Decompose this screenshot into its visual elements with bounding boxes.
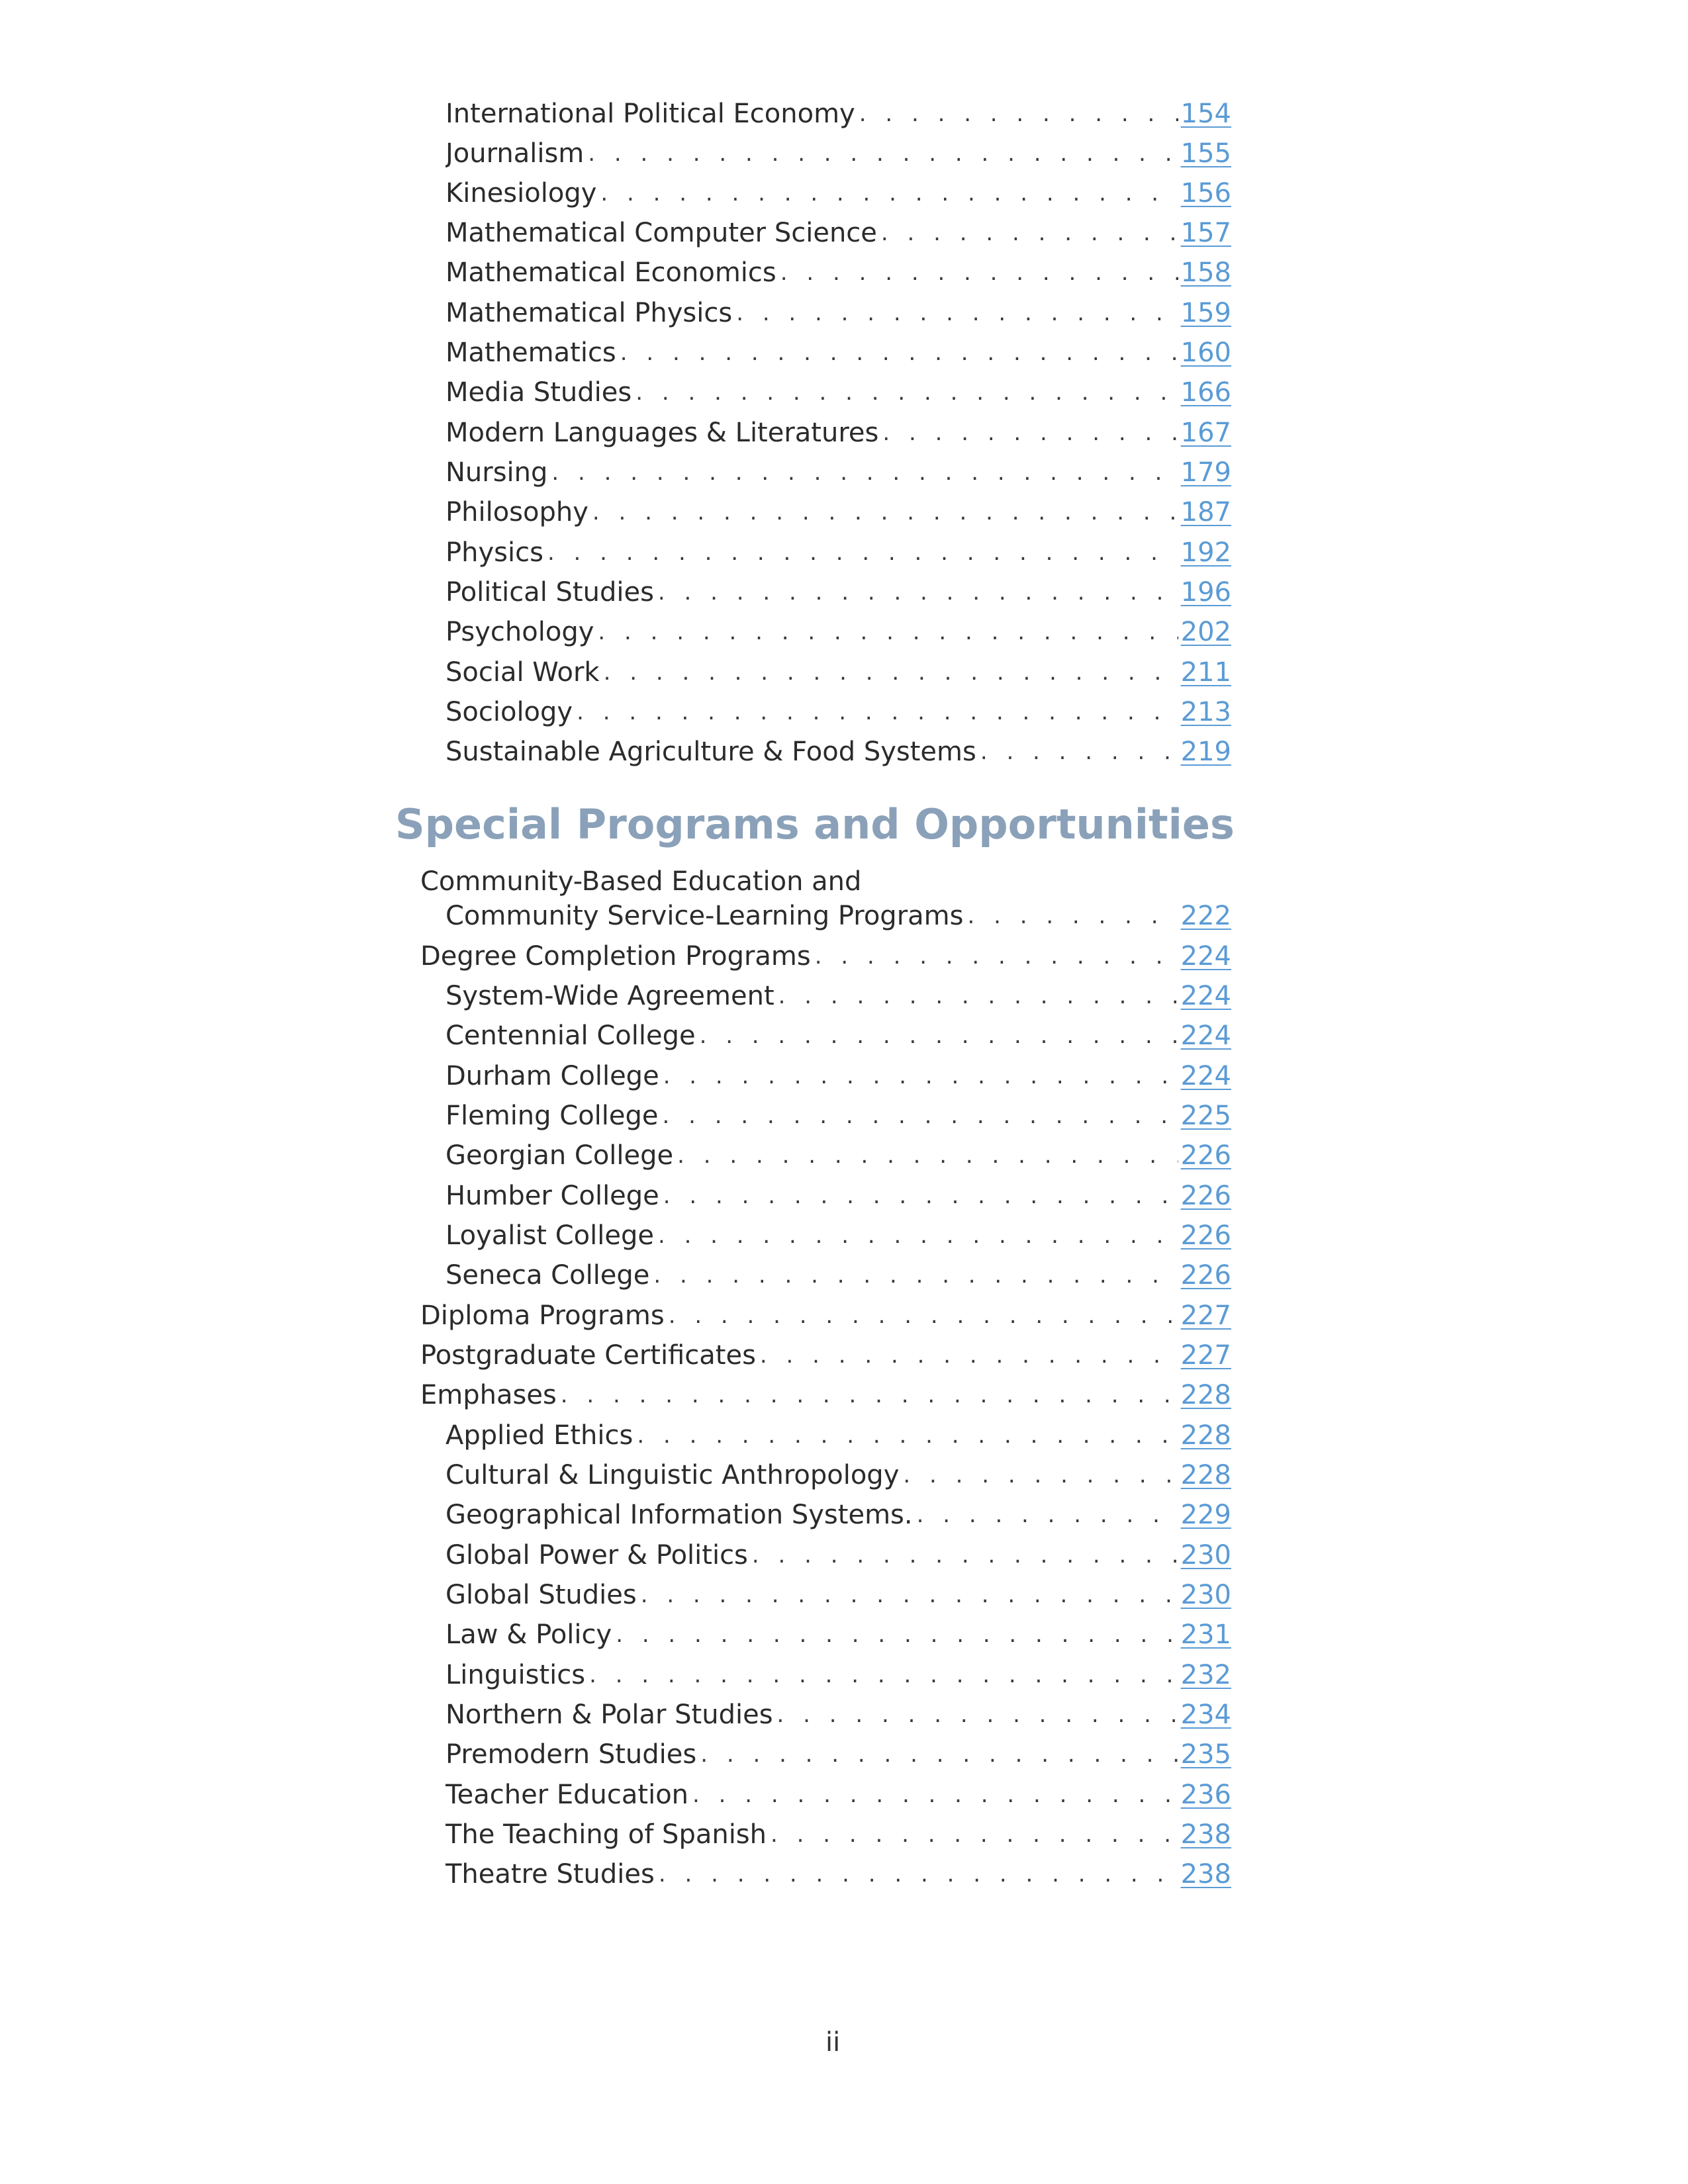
toc-entry[interactable]	[445, 1134, 1231, 1171]
toc-entry[interactable]	[445, 1694, 1231, 1731]
dot-leader	[635, 377, 1178, 408]
toc-page-link[interactable]: 157	[1180, 218, 1231, 248]
dot-leader	[588, 138, 1178, 169]
dot-leader	[600, 177, 1178, 209]
toc-entry-label: Linguistics	[445, 1660, 586, 1690]
dot-leader	[547, 537, 1178, 569]
toc-page-link[interactable]: 238	[1180, 1859, 1231, 1889]
toc-entry[interactable]	[445, 212, 1231, 249]
toc-entry[interactable]	[445, 571, 1231, 608]
toc-entry[interactable]	[445, 1454, 1231, 1491]
toc-page-link[interactable]: 226	[1180, 1260, 1231, 1291]
toc-page-link[interactable]: 228	[1180, 1460, 1231, 1490]
toc-entry-label: Philosophy	[445, 497, 588, 527]
toc-entry-label: Mathematical Economics	[445, 257, 776, 288]
toc-entry-label: Durham College	[445, 1061, 659, 1091]
dot-leader	[777, 1699, 1178, 1731]
toc-entry[interactable]	[445, 651, 1231, 688]
toc-entry-label: Postgraduate Certificates	[420, 1340, 756, 1371]
dot-leader	[882, 417, 1178, 449]
toc-page-link[interactable]: 225	[1180, 1101, 1231, 1131]
toc-entry[interactable]	[445, 975, 1231, 1012]
toc-entry[interactable]	[445, 1614, 1231, 1651]
toc-page-link[interactable]: 202	[1180, 617, 1231, 647]
toc-entry-label: Sustainable Agriculture & Food Systems	[445, 737, 976, 767]
dot-leader	[658, 1220, 1178, 1251]
toc-page-link[interactable]: 227	[1180, 1340, 1231, 1371]
toc-page-link[interactable]: 234	[1180, 1700, 1231, 1730]
toc-page-link[interactable]: 158	[1180, 257, 1231, 288]
dot-leader	[881, 217, 1178, 249]
toc-page-link[interactable]: 236	[1180, 1780, 1231, 1810]
dot-leader	[859, 98, 1178, 130]
dot-leader	[658, 576, 1178, 608]
dot-leader	[778, 980, 1178, 1012]
toc-entry-label: Geographical Information Systems.	[445, 1500, 913, 1530]
toc-entry-label: Global Power & Politics	[445, 1540, 748, 1570]
toc-page-link[interactable]: 226	[1180, 1140, 1231, 1171]
toc-entry-label: Global Studies	[445, 1580, 637, 1610]
dot-leader	[551, 457, 1178, 488]
toc-page-link[interactable]: 226	[1180, 1220, 1231, 1251]
toc-page-link[interactable]: 226	[1180, 1181, 1231, 1211]
toc-entry-label: Community Service-Learning Programs	[445, 901, 964, 931]
toc-entry[interactable]	[445, 491, 1231, 528]
dot-leader	[917, 1499, 1178, 1531]
toc-page-link[interactable]: 230	[1180, 1580, 1231, 1610]
toc-entry[interactable]	[445, 93, 1231, 130]
toc-entry-label: Social Work	[445, 657, 600, 688]
toc-entry[interactable]	[445, 1813, 1231, 1850]
toc-page-link[interactable]: 224	[1180, 981, 1231, 1011]
toc-entry[interactable]	[420, 1295, 1231, 1332]
toc-page-link[interactable]: 230	[1180, 1540, 1231, 1570]
dot-leader	[589, 1659, 1178, 1691]
toc-entry-label: Centennial College	[445, 1021, 696, 1051]
toc-page-link[interactable]: 167	[1180, 418, 1231, 448]
toc-entry[interactable]	[445, 1774, 1231, 1811]
toc-entry-label: Cultural & Linguistic Anthropology	[445, 1460, 900, 1490]
toc-page-link[interactable]: 224	[1180, 941, 1231, 972]
toc-entry[interactable]	[445, 1015, 1231, 1052]
toc-entry-label: Seneca College	[445, 1260, 650, 1291]
dot-leader	[677, 1140, 1178, 1171]
toc-entry-label: Premodern Studies	[445, 1739, 697, 1770]
section-heading: Special Programs and Opportunities	[395, 800, 1235, 848]
toc-entry[interactable]	[445, 895, 1231, 932]
toc-page-link[interactable]: 219	[1180, 737, 1231, 767]
toc-page-link[interactable]: 227	[1180, 1300, 1231, 1331]
toc-entry-label: Applied Ethics	[445, 1420, 633, 1451]
toc-entry[interactable]	[445, 1494, 1231, 1531]
toc-entry[interactable]	[420, 935, 1231, 972]
toc-page-link[interactable]: 222	[1180, 901, 1231, 931]
dot-leader	[653, 1259, 1178, 1291]
dot-leader	[659, 1858, 1178, 1890]
dot-leader	[663, 1060, 1178, 1092]
toc-page-link[interactable]: 196	[1180, 577, 1231, 608]
toc-entry[interactable]	[445, 332, 1231, 369]
toc-page-link[interactable]: 160	[1180, 338, 1231, 368]
toc-entry-label: Kinesiology	[445, 178, 597, 208]
toc-entry[interactable]	[445, 1254, 1231, 1291]
dot-leader	[780, 257, 1178, 289]
toc-entry-label: Psychology	[445, 617, 594, 647]
dot-leader	[752, 1539, 1178, 1571]
toc-entry-label: Nursing	[445, 457, 548, 488]
toc-entry-label: Fleming College	[445, 1101, 659, 1131]
toc-entry[interactable]	[445, 1055, 1231, 1092]
toc-entry-label: Emphases	[420, 1380, 557, 1410]
dot-leader	[736, 297, 1178, 329]
toc-page-link[interactable]: 232	[1180, 1660, 1231, 1690]
toc-entry[interactable]	[445, 1175, 1231, 1212]
toc-entry[interactable]	[445, 251, 1231, 289]
toc-entry-label: Mathematics	[445, 338, 616, 368]
toc-page-link[interactable]: 235	[1180, 1739, 1231, 1770]
dot-leader	[760, 1340, 1178, 1371]
toc-entry[interactable]	[445, 691, 1231, 728]
toc-entry[interactable]	[445, 1654, 1231, 1691]
toc-entry-label-line1: Community-Based Education and	[420, 866, 862, 897]
toc-entry[interactable]	[445, 1733, 1231, 1770]
toc-page-link[interactable]: 192	[1180, 537, 1231, 568]
dot-leader	[669, 1300, 1178, 1332]
dot-leader	[620, 337, 1178, 369]
dot-leader	[692, 1779, 1178, 1811]
toc-entry-label: Journalism	[445, 138, 585, 169]
toc-entry[interactable]	[445, 132, 1231, 169]
toc-entry[interactable]	[445, 1095, 1231, 1132]
toc-page-link[interactable]: 179	[1180, 457, 1231, 488]
toc-entry-label: Diploma Programs	[420, 1300, 665, 1331]
toc-entry-label: Physics	[445, 537, 543, 568]
toc-entry-label: Media Studies	[445, 377, 632, 408]
toc-entry-label: Georgian College	[445, 1140, 674, 1171]
toc-page-link[interactable]: 159	[1180, 298, 1231, 328]
dot-leader	[967, 900, 1178, 932]
toc-entry-label: Loyalist College	[445, 1220, 654, 1251]
toc-page-link[interactable]: 187	[1180, 497, 1231, 527]
toc-entry[interactable]	[445, 1853, 1231, 1890]
dot-leader	[637, 1420, 1178, 1451]
toc-page-link[interactable]: 166	[1180, 377, 1231, 408]
dot-leader	[903, 1459, 1178, 1491]
toc-entry[interactable]	[445, 731, 1231, 768]
dot-leader	[663, 1100, 1178, 1132]
toc-page-link[interactable]: 231	[1180, 1619, 1231, 1650]
dot-leader	[592, 496, 1178, 528]
toc-page-link[interactable]: 238	[1180, 1819, 1231, 1850]
toc-entry-label: Mathematical Physics	[445, 298, 733, 328]
dot-leader	[663, 1180, 1178, 1212]
toc-entry[interactable]	[445, 292, 1231, 329]
toc-entry[interactable]	[445, 412, 1231, 449]
footer-page-number: ii	[825, 2027, 841, 2058]
toc-entry[interactable]	[445, 451, 1231, 488]
toc-entry-label: Degree Completion Programs	[420, 941, 811, 972]
toc-entry[interactable]	[445, 172, 1231, 209]
toc-entry-label: System-Wide Agreement	[445, 981, 774, 1011]
toc-entry-label: Mathematical Computer Science	[445, 218, 877, 248]
toc-page-link[interactable]: 213	[1180, 697, 1231, 727]
toc-entry[interactable]	[445, 1574, 1231, 1611]
toc-page-link[interactable]: 155	[1180, 138, 1231, 169]
toc-entry[interactable]	[445, 1214, 1231, 1251]
toc-entry[interactable]	[445, 371, 1231, 408]
dot-leader	[577, 696, 1178, 728]
toc-entry-label: International Political Economy	[445, 99, 855, 129]
toc-entry[interactable]	[445, 1414, 1231, 1451]
dot-leader	[604, 657, 1178, 688]
toc-entry-label: Teacher Education	[445, 1780, 689, 1810]
toc-entry[interactable]	[445, 531, 1231, 569]
toc-entry-label: Sociology	[445, 697, 573, 727]
dot-leader	[815, 940, 1178, 972]
toc-entry-label: Modern Languages & Literatures	[445, 418, 879, 448]
toc-entry-label: Northern & Polar Studies	[445, 1700, 773, 1730]
toc-page-link[interactable]: 224	[1180, 1021, 1231, 1051]
toc-entry-label: Theatre Studies	[445, 1859, 655, 1889]
toc-entry-label: Humber College	[445, 1181, 659, 1211]
toc-page-link[interactable]: 228	[1180, 1420, 1231, 1451]
toc-page-link[interactable]: 156	[1180, 178, 1231, 208]
dot-leader	[598, 616, 1178, 648]
toc-entry[interactable]	[445, 611, 1231, 648]
toc-page-link[interactable]: 224	[1180, 1061, 1231, 1091]
dot-leader	[561, 1379, 1178, 1411]
toc-entry-label: Law & Policy	[445, 1619, 612, 1650]
toc-page-link[interactable]: 229	[1180, 1500, 1231, 1530]
dot-leader	[980, 736, 1178, 768]
dot-leader	[771, 1819, 1178, 1850]
toc-entry-label: The Teaching of Spanish	[445, 1819, 767, 1850]
toc-entry[interactable]	[420, 1334, 1231, 1371]
toc-entry[interactable]	[445, 1534, 1231, 1571]
dot-leader	[616, 1619, 1178, 1651]
toc-page-link[interactable]: 154	[1180, 99, 1231, 129]
dot-leader	[641, 1579, 1178, 1611]
toc-page-link[interactable]: 228	[1180, 1380, 1231, 1410]
toc-entry[interactable]	[420, 1374, 1231, 1411]
dot-leader	[700, 1739, 1178, 1770]
toc-entry-label: Political Studies	[445, 577, 654, 608]
toc-page-link[interactable]: 211	[1180, 657, 1231, 688]
dot-leader	[700, 1020, 1178, 1052]
